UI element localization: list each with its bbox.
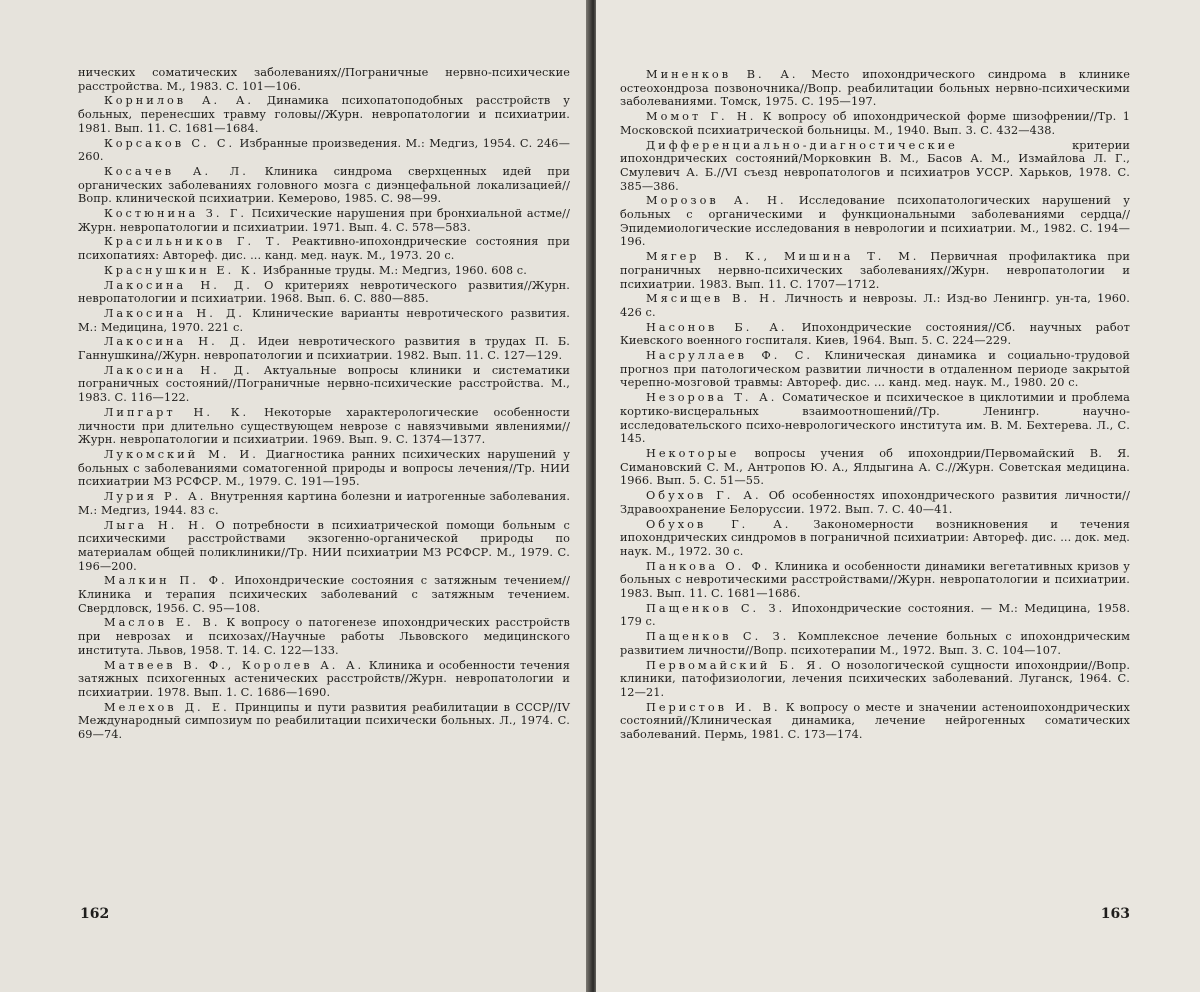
entry-text: О нозологической сущности ипохондрии//Вопр. клиники, патофизиологии, лечения психических заболеваний. Луганск, 1964. С. 12—21. — [620, 658, 1131, 699]
entry-text: Актуальные вопросы клиники и систематики пограничных состояний//Пограничные нервно-психические расстройства. М., 1983. С. 116—122. — [78, 363, 570, 405]
entry-text: Об особенностях ипохондрического развития личности//Здравоохранение Белоруссии. 1972. Вып. 7. С. 40—41. — [620, 489, 1130, 516]
entry-author: Лакосина Н. Д. — [104, 335, 249, 349]
entry-author: Матвеев В. Ф., Королев А. А. — [104, 658, 365, 672]
entry-text: Идеи невротического развития в трудах П. Б. Ганнушкина//Журн. невропатологии и психиатрии. 1982. Вып. 11. С. 127—129. — [78, 335, 570, 363]
bibliography-entry — [78, 335, 570, 362]
entry-author: Маслов Е. В. — [104, 616, 221, 630]
left-entries — [78, 66, 570, 742]
bibliography-entry — [78, 574, 570, 615]
entry-text: Динамика психопатоподобных расстройств у больных, перенесших травму головы//Журн. невропатологии и психиатрии. 1981. Вып. 11. С. 1681—1684. — [78, 94, 570, 135]
entry-author: Мелехов Д. Е. — [104, 700, 230, 714]
entry-text: О критериях невротического развития//Журн. невропатологии и психиатрии. 1968. Вып. 6. С. 880—885. — [78, 278, 570, 306]
entry-text: Исследование психопатологических нарушений у больных с органическими и функциональными заболеваниями сердца//Эпидемиологические исследования в неврологии и психиатрии. М., 1982. С. 194—196. — [620, 194, 1130, 249]
entry-text: Диагностика ранних психических нарушений у больных с заболеваниями соматогенной природы и вопросы лечения//Тр. НИИ психиатрии МЗ РСФСР. М., 1979. С. 191—195. — [78, 447, 571, 489]
entry-author: Малкин П. Ф. — [104, 574, 228, 588]
bibliography-entry — [78, 235, 570, 262]
bibliography-entry — [620, 602, 1130, 629]
left-page — [0, 0, 588, 992]
entry-author: Костюнина З. Г. — [104, 207, 247, 221]
page-number-right: 163 — [1100, 906, 1130, 922]
bibliography-entry — [78, 66, 570, 93]
entry-author: Морозов А. Н. — [646, 194, 787, 208]
bibliography-entry — [78, 448, 570, 489]
entry-author: Мясищев В. Н. — [646, 292, 779, 306]
entry-author: Лакосина Н. Д. — [104, 306, 245, 320]
entry-text: Избранные труды. М.: Медгиз, 1960. 608 с. — [259, 263, 527, 277]
entry-author: Липгарт Н. К. — [104, 405, 250, 419]
bibliography-entry — [78, 406, 570, 447]
entry-text: Ипохондрические состояния//Сб. научных работ Киевского военного госпиталя. Киев, 1964. Вып. 5. С. 224—229. — [620, 320, 1130, 348]
bibliography-entry — [620, 292, 1130, 319]
entry-author: Лакосина Н. Д. — [104, 278, 253, 292]
right-entries — [620, 68, 1130, 742]
entry-text: Избранные произведения. М.: Медгиз, 1954. С. 246—260. — [78, 136, 570, 164]
entry-author: Пащенков С. З. — [646, 630, 790, 644]
entry-text: нических соматических заболеваниях//Пограничные нервно-психические расстройства. М., 1983. С. 101—106. — [78, 66, 570, 93]
bibliography-entry — [620, 659, 1130, 700]
entry-author: Краснушкин Е. К. — [104, 263, 260, 277]
bibliography-entry — [620, 489, 1130, 516]
entry-text: Закономерности возникновения и течения ипохондрических синдромов в пограничной психиатрии: Автореф. дис. ... док. мед. наук. М., 1972. 30 с. — [620, 517, 1130, 558]
bibliography-entry — [620, 110, 1130, 137]
entry-author: Насруллаев Ф. С. — [646, 349, 814, 363]
entry-author: Лукомский М. И. — [104, 447, 259, 461]
entry-author: Момот Г. Н. — [646, 110, 757, 124]
bibliography-entry — [78, 279, 570, 306]
entry-author: Миненков В. А. — [646, 68, 799, 81]
entry-text: Некоторые характерологические особенности личности при длительно существующем неврозе с навязчивыми явлениями//Журн. невропатологии и психиатрии. 1969. Вып. 9. С. 1374—1377. — [78, 405, 570, 447]
bibliography-entry — [620, 447, 1130, 488]
page-number-left: 162 — [80, 906, 110, 922]
entry-author: Дифференциально-диагностические — [646, 138, 958, 152]
bibliography-entry — [78, 307, 570, 334]
entry-text: К вопросу о патогенезе ипохондрических расстройств при неврозах и психозах//Научные работы Львовского медицинского института. Львов, 1958. Т. 14. С. 122—133. — [78, 616, 570, 657]
bibliography-entry — [620, 321, 1130, 348]
bibliography-entry — [620, 701, 1130, 742]
entry-text: критерии ипохондрических состояний/Морковкин В. М., Басов А. М., Измайлова Л. Г., Смулевич А. Б.//VI съезд невропатологов и психиатров УССР. Харьков, 1978. С. 385—386. — [620, 138, 1130, 193]
bibliography-entry — [620, 518, 1130, 559]
entry-author: Лакосина Н. Д. — [104, 363, 253, 377]
bibliography-entry — [620, 391, 1130, 446]
bibliography-entry — [78, 364, 570, 405]
entry-text: Личность и неврозы. Л.: Изд-во Ленингр. ун-та, 1960. 426 с. — [620, 292, 1130, 319]
entry-text: Первичная профилактика при пограничных нервно-психических заболеваниях//Журн. невропатологии и психиатрии. 1983. Вып. 11. С. 1707—1712. — [620, 250, 1130, 291]
entry-author: Первомайский Б. Я. — [646, 658, 826, 672]
entry-text: Комплексное лечение больных с ипохондрическим развитием личности//Вопр. психотерапии М., 1972. Вып. 3. С. 104—107. — [620, 630, 1130, 657]
entry-text: Ипохондрические состояния. — М.: Медицина, 1958. 179 с. — [620, 601, 1131, 629]
bibliography-entry — [78, 207, 570, 234]
entry-author: Перистов И. В. — [646, 700, 781, 714]
bibliography-entry — [78, 264, 570, 278]
entry-text: Клиническая динамика и социально-трудовой прогноз при патологическом развитии личности в отдаленном периоде закрытой черепно-мозговой травмы: Автореф. дис. ... канд. мед. наук. М., 1980. 20 с. — [620, 349, 1130, 390]
entry-author: Насонов Б. А. — [646, 320, 788, 334]
entry-author: Некоторые — [646, 446, 740, 460]
entry-author: Мягер В. К., Мишина Т. М. — [646, 250, 920, 264]
entry-author: Корсаков С. С. — [104, 136, 236, 150]
entry-text: Клиника и особенности динамики вегетативных кризов у больных с невротическими расстройствами//Журн. невропатологии и психиатрии. 1983. Вып. 11. С. 1681—1686. — [620, 559, 1131, 601]
bibliography-entry — [78, 616, 570, 657]
entry-text: Принципы и пути развития реабилитации в СССР//IV Международный симпозиум по реабилитации психически больных. Л., 1974. С. 69—74. — [78, 700, 570, 742]
bibliography-entry — [78, 659, 570, 700]
entry-text: Внутренняя картина болезни и иатрогенные заболевания. М.: Медгиз, 1944. 83 с. — [78, 490, 571, 517]
entry-author: Лыга Н. Н. — [104, 518, 208, 532]
entry-text: вопросы учения об ипохондрии/Первомайский В. Я. Симановский С. М., Антропов Ю. А., Ялдыгина А. С.//Журн. Советская медицина. 1966. Вып. 5. С. 51—55. — [620, 446, 1130, 488]
entry-text: Соматическое и психическое в циклотимии и проблема кортико-висцеральных взаимоотношений//Тр. Ленингр. научно-исследовательского психо-неврологического института им. В. М. Бехтерева. Л., С. 145. — [620, 391, 1130, 446]
entry-text: Клиника синдрома сверхценных идей при органических заболеваниях головного мозга с диэнцефальной локализацией//Вопр. клинической психиатрии. Кемерово, 1985. С. 98—99. — [78, 164, 571, 206]
bibliography-entry — [620, 68, 1130, 109]
entry-text: Место ипохондрического синдрома в клинике остеохондроза позвоночника//Вопр. реабилитации больных нервно-психическими заболеваниями. Томск, 1975. С. 195—197. — [620, 68, 1130, 109]
bibliography-entry — [620, 139, 1130, 194]
bibliography-entry — [78, 137, 570, 164]
entry-author: Красильников Г. Т. — [104, 235, 284, 249]
entry-author: Обухов Г. А. — [646, 489, 762, 503]
entry-author: Корнилов А. А. — [104, 94, 255, 108]
entry-author: Незорова Т. А. — [646, 391, 778, 405]
entry-text: Клинические варианты невротического развития. М.: Медицина, 1970. 221 с. — [78, 306, 570, 334]
bibliography-entry — [78, 165, 570, 206]
entry-text: Реактивно-ипохондрические состояния при психопатиях: Автореф. дис. ... канд. мед. наук. М., 1973. 20 с. — [78, 235, 570, 263]
entry-author: Пащенков С. З. — [646, 601, 786, 615]
bibliography-entry — [620, 349, 1130, 390]
entry-text: О потребности в психиатрической помощи больным с психическими расстройствами экзогенно-органической природы по материалам общей поликлиники//Тр. НИИ психиатрии МЗ РСФСР. М., 1979. С. 196—200. — [78, 518, 570, 573]
entry-author: Панкова О. Ф. — [646, 559, 771, 573]
bibliography-entry — [78, 94, 570, 135]
bibliography-entry — [620, 194, 1130, 249]
entry-text: Психические нарушения при бронхиальной астме//Журн. невропатологии и психиатрии. 1971. Вып. 4. С. 578—583. — [78, 207, 570, 234]
bibliography-entry — [620, 560, 1130, 601]
right-page — [596, 0, 1200, 992]
entry-text: К вопросу об ипохондрической форме шизофрении//Тр. 1 Московской психиатрической больницы. М., 1940. Вып. 3. С. 432—438. — [620, 110, 1130, 137]
bibliography-entry — [78, 701, 570, 742]
entry-author: Косачев А. Л. — [104, 164, 249, 178]
bibliography-entry — [78, 490, 570, 517]
bibliography-entry — [620, 630, 1130, 657]
entry-author: Лурия Р. А. — [104, 490, 207, 504]
bibliography-entry — [78, 519, 570, 574]
bibliography-entry — [620, 250, 1130, 291]
entry-text: К вопросу о месте и значении астеноипохондрических состояний//Клиническая динамика, лечение нейрогенных соматических заболеваний. Пермь, 1981. С. 173—174. — [620, 700, 1130, 742]
entry-author: Обухов Г. А. — [646, 517, 792, 531]
entry-text: Клиника и особенности течения затяжных психогенных астенических расстройств//Журн. невропатологии и психиатрии. 1978. Вып. 1. С. 1686—1690. — [78, 658, 570, 699]
entry-text: Ипохондрические состояния с затяжным течением//Клиника и терапия психических заболеваний с затяжным течением. Свердловск, 1956. С. 95—108. — [78, 574, 570, 615]
